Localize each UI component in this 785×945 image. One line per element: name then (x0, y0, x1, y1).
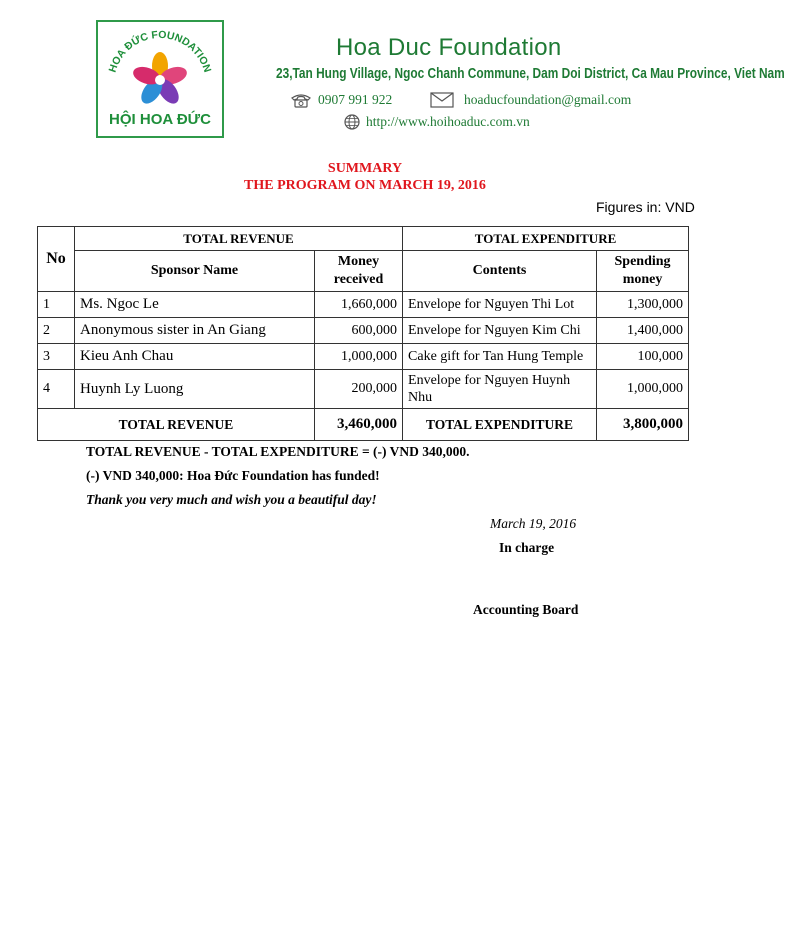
funded-note: (-) VND 340,000: Hoa Đức Foundation has funded! (86, 468, 380, 483)
balance-note: TOTAL REVENUE - TOTAL EXPENDITURE = (-) VND 340,000. (86, 444, 470, 459)
money-received: 1,660,000 (315, 292, 403, 318)
table-row (38, 370, 689, 409)
money-received: 200,000 (315, 370, 403, 409)
contents: Envelope for Nguyen Kim Chi (403, 318, 597, 344)
total-revenue-label: TOTAL REVENUE (38, 409, 315, 441)
money-received: 1,000,000 (315, 344, 403, 370)
logo-bottom-text: HỘI HOA ĐỨC (109, 111, 211, 128)
figures-unit: Figures in: VND (596, 199, 695, 215)
email-address: hoaducfoundation@gmail.com (464, 92, 632, 107)
spending-money-header: Spending money (597, 251, 689, 292)
globe-icon (344, 114, 360, 130)
total-expenditure-value: 3,800,000 (597, 409, 689, 441)
foundation-logo (96, 20, 224, 138)
table-row (38, 318, 689, 344)
summary-table (37, 226, 689, 441)
phone-icon (290, 92, 312, 108)
thanks-note: Thank you very much and wish you a beautiful day! (86, 492, 377, 507)
spending-money: 100,000 (597, 344, 689, 370)
table-row (38, 344, 689, 370)
spending-money: 1,300,000 (597, 292, 689, 318)
spending-money: 1,400,000 (597, 318, 689, 344)
table-row (38, 292, 689, 318)
accounting-board-label: Accounting Board (473, 602, 579, 617)
no-header: No (38, 227, 75, 292)
sponsor-name: Anonymous sister in An Giang (75, 318, 315, 344)
summary-title-line1: SUMMARY (327, 161, 403, 176)
totals-row (38, 409, 689, 441)
money-received: 600,000 (315, 318, 403, 344)
logo-arc-text: HOA ĐỨC FOUNDATION (106, 28, 214, 74)
in-charge-label: In charge (499, 540, 555, 555)
contents: Envelope for Nguyen Huynh Nhu (403, 370, 597, 409)
phone-contact (290, 92, 392, 108)
row-no: 4 (38, 370, 75, 409)
org-address: 23,Tan Hung Village, Ngoc Chanh Commune, Dam Doi District, Ca Mau Province, Viet Nam (276, 66, 785, 82)
sponsor-name: Huynh Ly Luong (75, 370, 315, 409)
row-no: 1 (38, 292, 75, 318)
money-received-header: Money received (315, 251, 403, 292)
contents: Envelope for Nguyen Thi Lot (403, 292, 597, 318)
contents-header: Contents (403, 251, 597, 292)
row-no: 2 (38, 318, 75, 344)
contents: Cake gift for Tan Hung Temple (403, 344, 597, 370)
total-revenue-value: 3,460,000 (315, 409, 403, 441)
row-no: 3 (38, 344, 75, 370)
summary-title-line2: THE PROGRAM ON MARCH 19, 2016 (244, 178, 486, 193)
spending-money: 1,000,000 (597, 370, 689, 409)
sponsor-name-header: Sponsor Name (75, 251, 315, 292)
sponsor-name: Ms. Ngoc Le (75, 292, 315, 318)
total-expenditure-label: TOTAL EXPENDITURE (403, 409, 597, 441)
org-name: Hoa Duc Foundation (336, 34, 562, 61)
website-contact (344, 114, 530, 130)
revenue-header: TOTAL REVENUE (75, 227, 403, 251)
website-url: http://www.hoihoaduc.com.vn (366, 114, 530, 129)
email-contact (430, 92, 631, 108)
phone-number: 0907 991 922 (318, 92, 393, 107)
envelope-icon (430, 92, 454, 108)
sponsor-name: Kieu Anh Chau (75, 344, 315, 370)
expenditure-header: TOTAL EXPENDITURE (403, 227, 689, 251)
signature-date: March 19, 2016 (490, 516, 577, 531)
summary-title (0, 160, 730, 194)
